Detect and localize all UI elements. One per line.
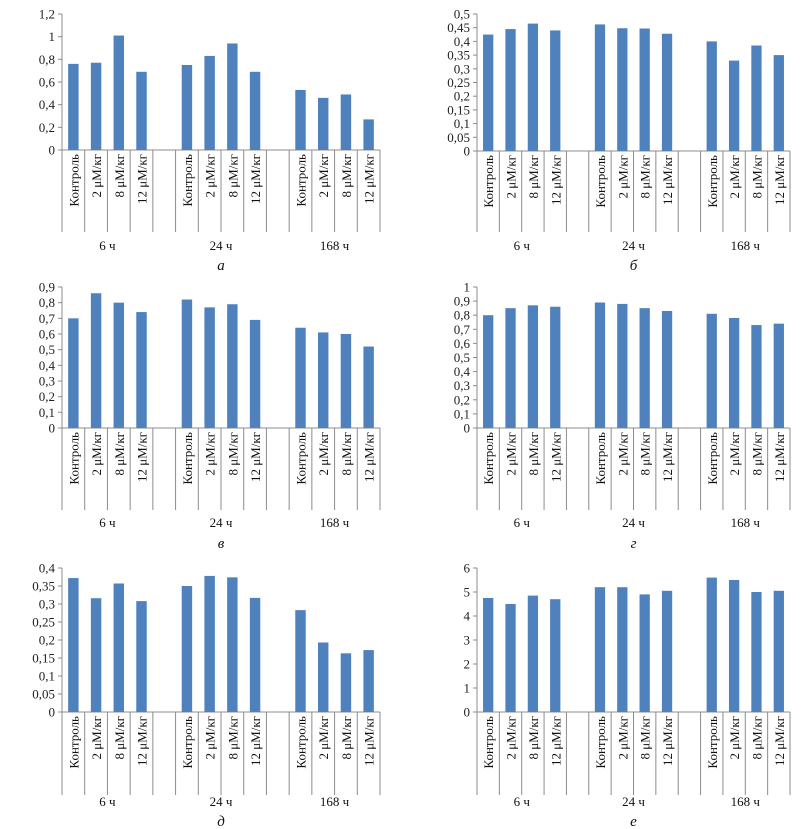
group-label: 6 ч	[513, 515, 530, 530]
group-label: 6 ч	[513, 238, 530, 253]
y-tick-label: 0,1	[38, 404, 55, 420]
y-tick-label: 0,4	[38, 560, 55, 576]
category-label: 2 μM/кг	[615, 432, 631, 476]
y-tick-label: 0,8	[453, 307, 470, 323]
bar	[617, 587, 627, 712]
bar	[528, 24, 538, 151]
category-label: 12 μM/кг	[134, 716, 150, 767]
y-tick-label: 0,4	[453, 33, 470, 49]
category-label: 8 μM/кг	[749, 155, 765, 199]
bar	[91, 598, 101, 712]
category-label: Контроль	[179, 716, 195, 769]
bar	[91, 63, 101, 150]
y-tick-label: 1,2	[38, 6, 55, 22]
bar	[640, 594, 650, 712]
y-tick-label: 0,1	[453, 116, 470, 132]
bar	[250, 72, 260, 150]
category-label: 8 μM/кг	[111, 154, 127, 198]
y-tick-label: 0,25	[32, 614, 55, 630]
category-label: 2 μM/кг	[316, 154, 332, 198]
bar	[528, 596, 538, 712]
y-tick-label: 0	[463, 704, 470, 720]
category-label: 2 μM/кг	[615, 155, 631, 199]
category-label: 8 μM/кг	[111, 432, 127, 476]
category-label: 8 μM/кг	[525, 432, 541, 476]
category-label: 12 μM/кг	[548, 155, 564, 206]
category-label: Контроль	[592, 155, 608, 208]
bar	[136, 72, 146, 150]
bar	[318, 332, 328, 428]
bar	[295, 90, 305, 150]
category-label: Контроль	[704, 155, 720, 208]
bar	[68, 578, 78, 712]
chart-panel-г	[454, 280, 790, 553]
bar	[751, 46, 761, 151]
bar	[550, 599, 560, 712]
bar	[363, 119, 373, 150]
category-label: 12 μM/кг	[361, 432, 377, 483]
bar	[204, 307, 214, 428]
bar	[595, 303, 605, 428]
category-label: 8 μM/кг	[225, 716, 241, 760]
bar	[595, 24, 605, 151]
group-label: 24 ч	[209, 794, 233, 809]
bar	[640, 29, 650, 151]
category-label: 2 μM/кг	[202, 716, 218, 760]
category-label: 2 μM/кг	[727, 155, 743, 199]
category-label: Контроль	[704, 432, 720, 485]
category-label: 12 μM/кг	[660, 716, 676, 767]
bar	[707, 41, 717, 151]
panel-label: б	[629, 258, 638, 274]
category-label: Контроль	[592, 716, 608, 769]
bar	[295, 328, 305, 428]
group-label: 168 ч	[319, 794, 350, 809]
chart-panel-б	[447, 7, 790, 275]
y-tick-label: 0,1	[38, 668, 55, 684]
category-label: 8 μM/кг	[749, 716, 765, 760]
bar	[227, 304, 237, 428]
y-tick-label: 0,6	[38, 326, 55, 342]
bar	[91, 293, 101, 428]
y-tick-label: 0,4	[453, 364, 470, 380]
y-tick-label: 0	[48, 142, 55, 158]
y-tick-label: 0,15	[32, 650, 55, 666]
category-label: 8 μM/кг	[338, 716, 354, 760]
y-tick-label: 1	[463, 279, 470, 295]
category-label: 2 μM/кг	[89, 432, 105, 476]
group-label: 6 ч	[99, 794, 116, 809]
bar	[729, 318, 739, 428]
category-label: 8 μM/кг	[111, 716, 127, 760]
bar	[505, 308, 515, 428]
y-tick-label: 0,15	[447, 102, 470, 118]
bar	[182, 300, 192, 428]
y-tick-label: 0	[48, 704, 55, 720]
y-tick-label: 0,25	[447, 75, 470, 90]
category-label: 2 μM/кг	[316, 716, 332, 760]
group-label: 24 ч	[622, 515, 645, 530]
bar	[528, 305, 538, 428]
bar	[114, 36, 124, 150]
bar	[204, 56, 214, 150]
bar	[751, 592, 761, 712]
bar	[483, 598, 493, 712]
bar	[550, 307, 560, 428]
y-tick-label: 0,2	[453, 88, 470, 104]
bar	[68, 318, 78, 428]
y-tick-label: 0,8	[38, 295, 55, 311]
bar	[707, 314, 717, 428]
category-label: 8 μM/кг	[637, 716, 653, 760]
chart-panel-а	[39, 7, 380, 275]
bar	[550, 30, 560, 151]
y-tick-label: 0,5	[38, 342, 55, 358]
bar	[729, 580, 739, 712]
category-label: 2 μM/кг	[727, 716, 743, 760]
y-tick-label: 0,5	[453, 350, 470, 365]
category-label: 12 μM/кг	[361, 716, 377, 767]
category-label: 2 μM/кг	[202, 432, 218, 476]
y-tick-label: 0,35	[32, 578, 55, 594]
y-tick-label: 0	[463, 420, 470, 436]
chart-panel-в	[39, 280, 380, 553]
y-tick-label: 2	[463, 656, 470, 672]
y-tick-label: 1	[463, 680, 470, 696]
y-tick-label: 0,3	[38, 596, 55, 612]
category-label: 2 μM/кг	[503, 716, 519, 760]
y-tick-label: 0,2	[453, 392, 470, 408]
bar	[341, 334, 351, 428]
y-tick-label: 0,05	[447, 129, 470, 145]
y-tick-label: 5	[463, 584, 470, 600]
bar	[182, 65, 192, 150]
y-tick-label: 0,5	[453, 6, 470, 22]
bar	[707, 578, 717, 712]
y-tick-label: 0,05	[32, 686, 55, 702]
bar	[483, 35, 493, 151]
category-label: Контроль	[481, 716, 497, 769]
category-label: 12 μM/кг	[548, 716, 564, 767]
category-label: 2 μM/кг	[615, 716, 631, 760]
category-label: 12 μM/кг	[660, 155, 676, 206]
panel-label: в	[217, 536, 225, 552]
group-label: 168 ч	[730, 515, 760, 530]
bar	[318, 98, 328, 150]
bar	[505, 29, 515, 151]
panel-label: а	[217, 258, 225, 274]
group-label: 24 ч	[209, 238, 233, 253]
panel-label: д	[217, 814, 225, 829]
y-tick-label: 0,4	[38, 97, 55, 113]
bar	[341, 94, 351, 150]
chart-panel-д	[32, 561, 380, 829]
y-tick-label: 0,9	[453, 293, 470, 309]
group-label: 168 ч	[319, 515, 350, 530]
bar	[341, 653, 351, 712]
category-label: Контроль	[704, 716, 720, 769]
y-tick-label: 0,7	[453, 321, 470, 337]
category-label: 8 μM/кг	[338, 154, 354, 198]
bar	[363, 347, 373, 428]
category-label: 2 μM/кг	[503, 155, 519, 199]
group-label: 24 ч	[622, 238, 645, 253]
group-label: 24 ч	[209, 515, 233, 530]
y-tick-label: 4	[463, 608, 470, 624]
bar	[227, 577, 237, 712]
y-tick-label: 6	[463, 560, 470, 576]
category-label: Контроль	[293, 716, 309, 769]
bar	[318, 643, 328, 712]
category-label: Контроль	[592, 432, 608, 485]
bar	[114, 583, 124, 712]
y-tick-label: 0,1	[453, 406, 470, 422]
group-label: 168 ч	[730, 238, 760, 253]
y-tick-label: 0,8	[38, 51, 55, 67]
category-label: Контроль	[66, 716, 82, 769]
category-label: 8 μM/кг	[749, 432, 765, 476]
category-label: Контроль	[293, 432, 309, 485]
group-label: 6 ч	[99, 238, 116, 253]
y-tick-label: 0,2	[38, 632, 55, 648]
category-label: Контроль	[66, 432, 82, 485]
bar	[662, 311, 672, 428]
category-label: 12 μM/кг	[771, 716, 787, 767]
bar	[363, 650, 373, 712]
y-tick-label: 0,3	[453, 61, 470, 77]
y-tick-label: 0,7	[38, 310, 55, 326]
bar	[483, 315, 493, 428]
bar	[136, 312, 146, 428]
bar	[774, 324, 784, 428]
group-label: 6 ч	[513, 794, 530, 809]
category-label: 8 μM/кг	[225, 154, 241, 198]
bar	[774, 55, 784, 151]
bar	[114, 303, 124, 428]
category-label: 12 μM/кг	[134, 432, 150, 483]
category-label: 8 μM/кг	[637, 155, 653, 199]
panel-label: г	[630, 536, 637, 552]
y-tick-label: 3	[463, 632, 470, 648]
bar	[295, 610, 305, 712]
category-label: 12 μM/кг	[248, 716, 264, 767]
bar	[662, 591, 672, 712]
category-label: 8 μM/кг	[525, 716, 541, 760]
bar	[662, 34, 672, 151]
category-label: 2 μM/кг	[727, 432, 743, 476]
category-label: Контроль	[179, 432, 195, 485]
category-label: Контроль	[66, 154, 82, 207]
category-label: 8 μM/кг	[225, 432, 241, 476]
bar	[640, 308, 650, 428]
category-label: 12 μM/кг	[134, 154, 150, 205]
category-label: 8 μM/кг	[525, 155, 541, 199]
bar	[68, 64, 78, 150]
category-label: 12 μM/кг	[771, 155, 787, 206]
y-tick-label: 0	[463, 143, 470, 159]
group-label: 24 ч	[622, 794, 645, 809]
y-tick-label: 0,3	[453, 378, 470, 394]
category-label: 12 μM/кг	[248, 154, 264, 205]
category-label: Контроль	[179, 154, 195, 207]
bar	[250, 598, 260, 712]
category-label: 12 μM/кг	[248, 432, 264, 483]
bar	[617, 304, 627, 428]
y-tick-label: 0,3	[38, 373, 55, 389]
y-tick-label: 0,4	[38, 357, 55, 373]
bar	[595, 587, 605, 712]
bar	[250, 320, 260, 428]
bar	[204, 576, 214, 712]
chart-panel-е	[464, 561, 791, 829]
group-label: 6 ч	[99, 515, 116, 530]
y-tick-label: 0,45	[447, 20, 470, 36]
panel-label: е	[630, 814, 637, 829]
bar	[774, 591, 784, 712]
bar	[617, 28, 627, 151]
y-tick-label: 0,2	[38, 119, 55, 135]
category-label: 12 μM/кг	[361, 154, 377, 205]
category-label: Контроль	[481, 155, 497, 208]
category-label: Контроль	[481, 432, 497, 485]
category-label: 2 μM/кг	[89, 154, 105, 198]
y-tick-label: 0,2	[38, 389, 55, 405]
category-label: 8 μM/кг	[338, 432, 354, 476]
category-label: 12 μM/кг	[548, 432, 564, 483]
bar	[729, 61, 739, 151]
y-tick-label: 0,6	[453, 335, 470, 351]
category-label: 2 μM/кг	[89, 716, 105, 760]
category-label: 8 μM/кг	[637, 432, 653, 476]
category-label: 2 μM/кг	[202, 154, 218, 198]
y-tick-label: 0,6	[38, 74, 55, 90]
y-tick-label: 0	[48, 420, 55, 436]
bar	[227, 43, 237, 150]
y-tick-label: 1	[48, 29, 55, 45]
category-label: 2 μM/кг	[503, 432, 519, 476]
bar	[751, 325, 761, 428]
bar	[136, 601, 146, 712]
bar	[505, 604, 515, 712]
bar	[182, 586, 192, 712]
group-label: 168 ч	[730, 794, 760, 809]
y-tick-label: 0,35	[447, 47, 470, 63]
group-label: 168 ч	[319, 238, 350, 253]
category-label: Контроль	[293, 154, 309, 207]
category-label: 12 μM/кг	[771, 432, 787, 483]
category-label: 2 μM/кг	[316, 432, 332, 476]
y-tick-label: 0,9	[38, 279, 55, 295]
category-label: 12 μM/кг	[660, 432, 676, 483]
